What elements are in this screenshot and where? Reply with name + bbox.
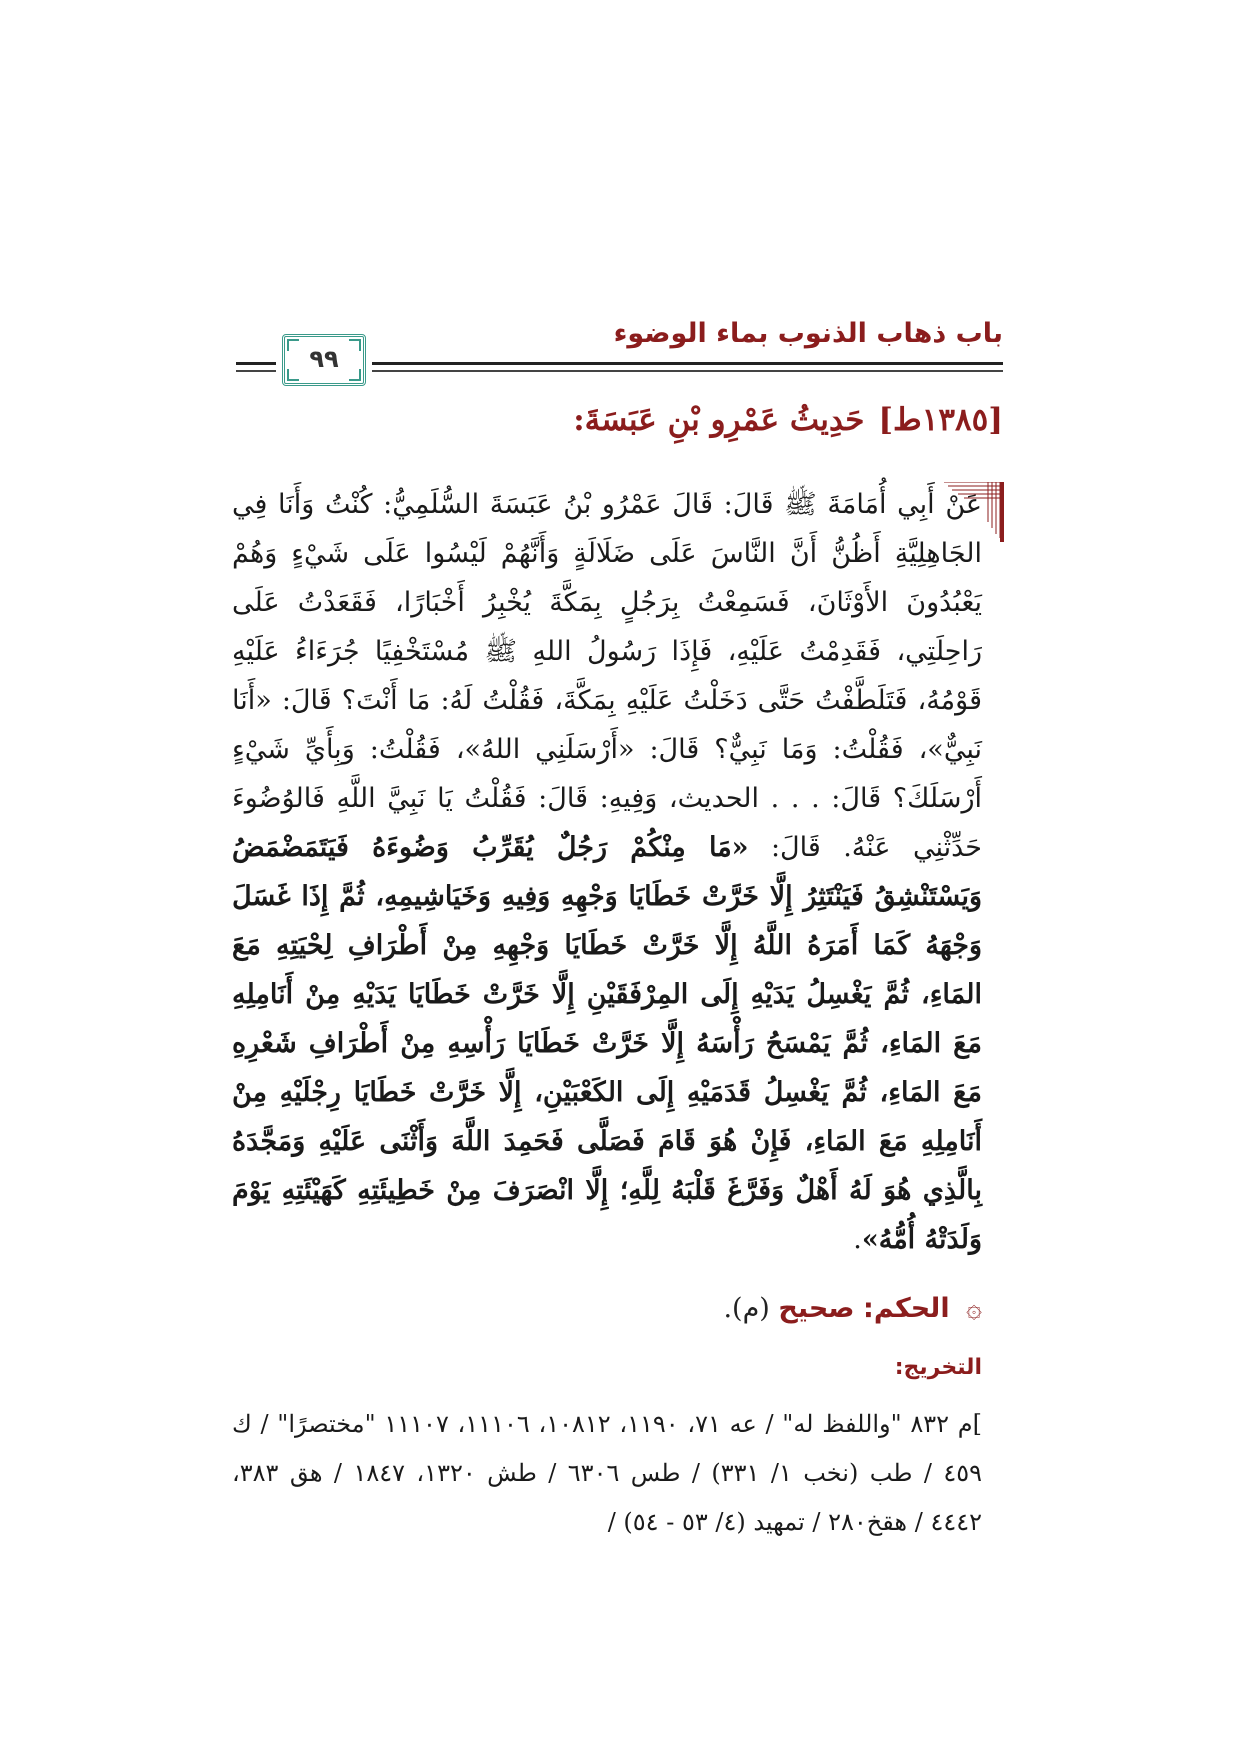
header-rule-bottom-left — [236, 370, 276, 372]
hadith-heading — [573, 402, 1003, 438]
takhrij-label: التخريج: — [894, 1355, 982, 1380]
hadith-prophetic-saying: «مَا مِنْكُمْ رَجُلٌ يُقَرِّبُ وَضُوءَهُ فَيَتَمَضْمَضُ وَيَسْتَنْشِقُ فَيَنْتَثِرُ إِلَّا خَرَّتْ خَطَايَا وَجْهِهِ وَفِيهِ وَخَيَاشِيمِهِ، ثُمَّ إِذَا غَسَلَ وَجْهَهُ كَمَا أَمَرَهُ اللَّهُ إِلَّا خَرَّتْ خَطَايَا وَجْهِهِ مِنْ أَطْرَافِ لِحْيَتِهِ مَعَ المَاءِ، ثُمَّ يَغْسِلُ يَدَيْهِ إِلَى المِرْفَقَيْنِ إِلَّا خَرَّتْ خَطَايَا يَدَيْهِ مِنْ أَنَامِلِهِ مَعَ المَاءِ، ثُمَّ يَمْسَحُ رَأْسَهُ إِلَّا خَرَّتْ خَطَايَا رَأْسِهِ مِنْ أَطْرَافِ شَعْرِهِ مَعَ المَاءِ، ثُمَّ يَغْسِلُ قَدَمَيْهِ إِلَى الكَعْبَيْنِ، إِلَّا خَرَّتْ خَطَايَا رِجْلَيْهِ مِنْ أَنَامِلِهِ مَعَ المَاءِ، فَإِنْ هُوَ قَامَ فَصَلَّى فَحَمِدَ اللَّهَ وَأَثْنَى عَلَيْهِ وَمَجَّدَهُ بِالَّذِي هُوَ لَهُ أَهْلٌ وَفَرَّغَ قَلْبَهُ لِلَّهِ؛ إِلَّا انْصَرَفَ مِنْ خَطِيئَتِهِ كَهَيْئَتِهِ يَوْمَ وَلَدَتْهُ أُمُّهُ» — [232, 832, 982, 1255]
chapter-title: باب ذهاب الذنوب بماء الوضوء — [613, 318, 1003, 349]
header-rule-top-right — [372, 362, 1003, 365]
hadith-end-mark: . — [853, 1224, 862, 1255]
badge-ornament-icon — [287, 339, 299, 351]
ruling-source: (م). — [723, 1293, 770, 1324]
header-rule-top-left — [236, 362, 276, 365]
header-rule-bottom-right — [372, 370, 1003, 372]
badge-ornament-icon — [349, 339, 361, 351]
page-number: ٩٩ — [309, 345, 339, 373]
takhrij-text: ]م ٨٣٢ "واللفظ له" / عه ٧١، ١١٩٠، ١٠٨١٢، ١١١٠٦، ١١١٠٧ "مختصرًا" / ك ٤٥٩ / طب (نخب ١/ ٣٣١) / طس ٦٣٠٦ / طش ١٣٢٠، ١٨٤٧ / هق ٣٨٣، ٤٤٤٢ / هقخ٢٨٠ / تمهيد (٤/ ٥٣ - ٥٤) / — [232, 1410, 983, 1536]
hadith-narration: عَنْ أَبِي أُمَامَةَ ﷺ قَالَ: قَالَ عَمْرُو بْنُ عَبَسَةَ السُّلَمِيُّ: كُنْتُ وَأَنَا فِي الجَاهِلِيَّةِ أَظُنُّ أَنَّ النَّاسَ عَلَى ضَلَالَةٍ وَأَنَّهُمْ لَيْسُوا عَلَى شَيْءٍ وَهُمْ يَعْبُدُونَ الأَوْثَانَ، فَسَمِعْتُ بِرَجُلٍ بِمَكَّةَ يُخْبِرُ أَخْبَارًا، فَقَعَدْتُ عَلَى رَاحِلَتِي، فَقَدِمْتُ عَلَيْهِ، فَإِذَا رَسُولُ اللهِ ﷺ مُسْتَخْفِيًا جُرَءَاءُ عَلَيْهِ قَوْمُهُ، فَتَلَطَّفْتُ حَتَّى دَخَلْتُ عَلَيْهِ بِمَكَّةَ، فَقُلْتُ لَهُ: مَا أَنْتَ؟ قَالَ: «أَنَا نَبِيٌّ»، فَقُلْتُ: وَمَا نَبِيٌّ؟ قَالَ: «أَرْسَلَنِي اللهُ»، فَقُلْتُ: وَبِأَيِّ شَيْءٍ أَرْسَلَكَ؟ قَالَ: . . . الحديث، وَفِيهِ: قَالَ: فَقُلْتُ يَا نَبِيَّ اللَّهِ فَالوُضُوءَ حَدِّثْنِي عَنْهُ. قَالَ: — [232, 489, 982, 863]
badge-ornament-icon — [287, 369, 299, 381]
ruling-label: الحكم: — [863, 1293, 950, 1324]
hadith-number: [١٣٨٥ط] — [878, 402, 1003, 438]
badge-ornament-icon — [349, 369, 361, 381]
page-number-badge — [282, 334, 366, 386]
hadith-title: حَدِيثُ عَمْرِو بْنِ عَبَسَةَ: — [573, 402, 865, 438]
rosette-icon: ۞ — [966, 1293, 982, 1324]
ruling-grade: صحيح — [778, 1293, 855, 1324]
hadith-body — [232, 480, 982, 1264]
ruling-line — [723, 1293, 982, 1324]
